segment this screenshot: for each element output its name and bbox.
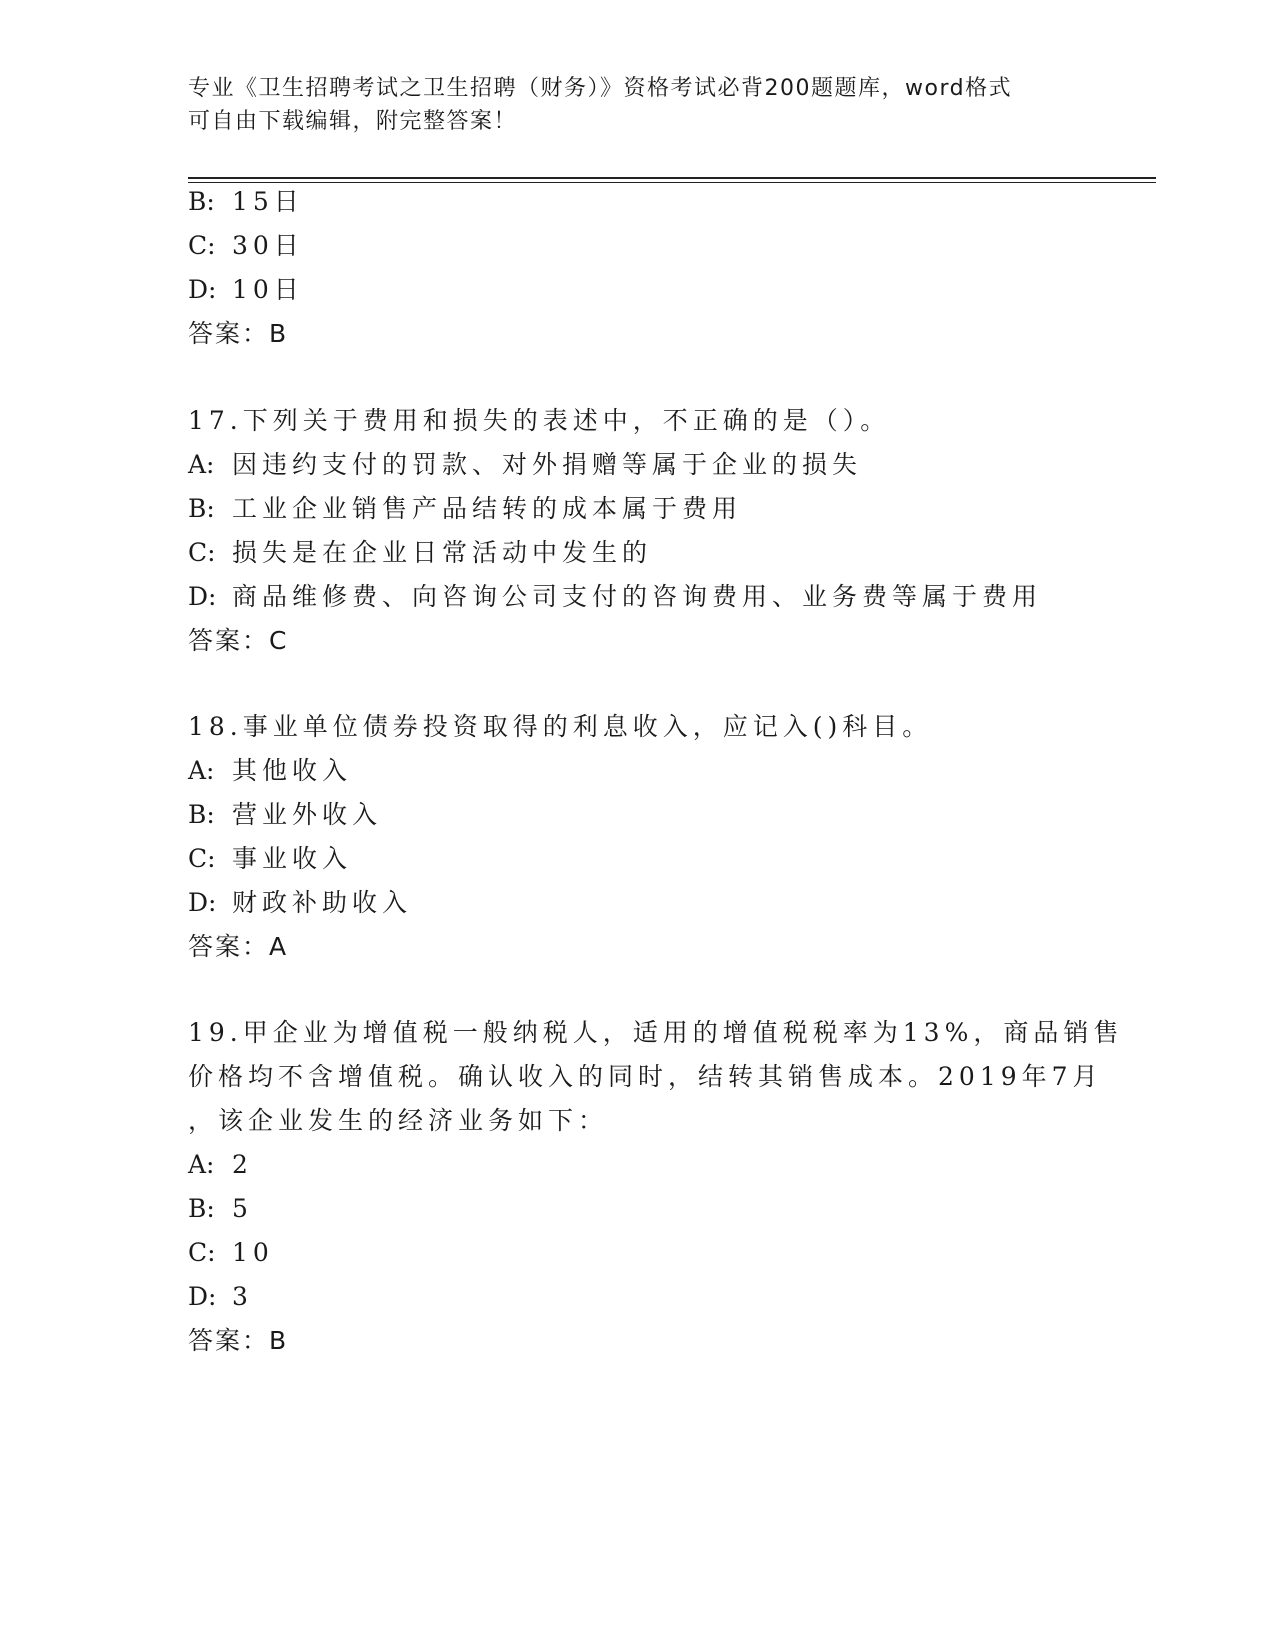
option-text: 因违约支付的罚款、对外捐赠等属于企业的损失 [232, 450, 863, 479]
option-label: C: [188, 1238, 216, 1267]
q19-option-a [188, 1149, 253, 1181]
q19-option-b [188, 1193, 253, 1225]
option-text: 商品维修费、向咨询公司支付的咨询费用、业务费等属于费用 [232, 582, 1043, 611]
option-text: 3 [232, 1282, 253, 1311]
option-text: 损失是在企业日常活动中发生的 [232, 538, 653, 567]
q16-option-c [188, 230, 304, 262]
option-label: D: [188, 1282, 217, 1311]
option-label: D: [188, 888, 217, 917]
option-text: 10日 [232, 275, 304, 304]
option-text: 2 [232, 1150, 253, 1179]
option-text: 5 [232, 1194, 253, 1223]
q17-option-c [188, 537, 652, 569]
q19-stem-line-2: 价格均不含增值税。确认收入的同时，结转其销售成本。2019年7月 [188, 1062, 1103, 1091]
header-divider-thick [188, 177, 1156, 179]
option-label: A: [188, 1150, 215, 1179]
q17-stem: 17.下列关于费用和损失的表述中，不正确的是（）。 [188, 406, 891, 435]
q19-option-c [188, 1237, 274, 1269]
option-text: 事业收入 [232, 844, 353, 873]
option-label: C: [188, 538, 216, 567]
q16-answer: 答案：B [188, 319, 289, 348]
q19-stem-line-3: ，该企业发生的经济业务如下： [188, 1106, 609, 1135]
option-label: B: [188, 800, 215, 829]
option-text: 工业企业销售产品结转的成本属于费用 [232, 494, 743, 523]
q17-option-d [188, 581, 1042, 613]
q18-option-c [188, 843, 352, 875]
option-label: C: [188, 231, 216, 260]
q19-stem-line-1: 19.甲企业为增值税一般纳税人，适用的增值税税率为13%，商品销售 [188, 1018, 1124, 1047]
q18-option-a [188, 755, 352, 787]
option-label: B: [188, 1194, 215, 1223]
document-header [188, 72, 1068, 138]
option-text: 营业外收入 [232, 800, 383, 829]
q18-answer: 答案：A [188, 932, 289, 961]
q19-option-d [188, 1281, 253, 1313]
header-line-1: 专业《卫生招聘考试之卫生招聘（财务）》资格考试必背200题题库，word格式 [188, 76, 1013, 101]
q16-option-d [188, 274, 304, 306]
option-text: 其他收入 [232, 756, 353, 785]
q18-stem: 18.事业单位债券投资取得的利息收入，应记入()科目。 [188, 712, 933, 741]
option-text: 30日 [232, 231, 304, 260]
option-label: A: [188, 450, 215, 479]
option-text: 财政补助收入 [232, 888, 413, 917]
q19-answer: 答案：B [188, 1326, 289, 1355]
header-line-2: 可自由下载编辑，附完整答案！ [188, 109, 518, 134]
option-label: D: [188, 582, 217, 611]
q17-answer: 答案：C [188, 626, 289, 655]
option-label: A: [188, 756, 215, 785]
option-label: B: [188, 187, 215, 216]
q17-option-b [188, 493, 742, 525]
option-text: 15日 [232, 187, 304, 216]
option-label: C: [188, 844, 216, 873]
q16-option-b [188, 186, 304, 218]
q18-option-d [188, 887, 412, 919]
option-label: B: [188, 494, 215, 523]
option-text: 10 [232, 1238, 274, 1267]
header-divider-thin [188, 182, 1156, 183]
q18-option-b [188, 799, 382, 831]
q17-option-a [188, 449, 862, 481]
option-label: D: [188, 275, 217, 304]
